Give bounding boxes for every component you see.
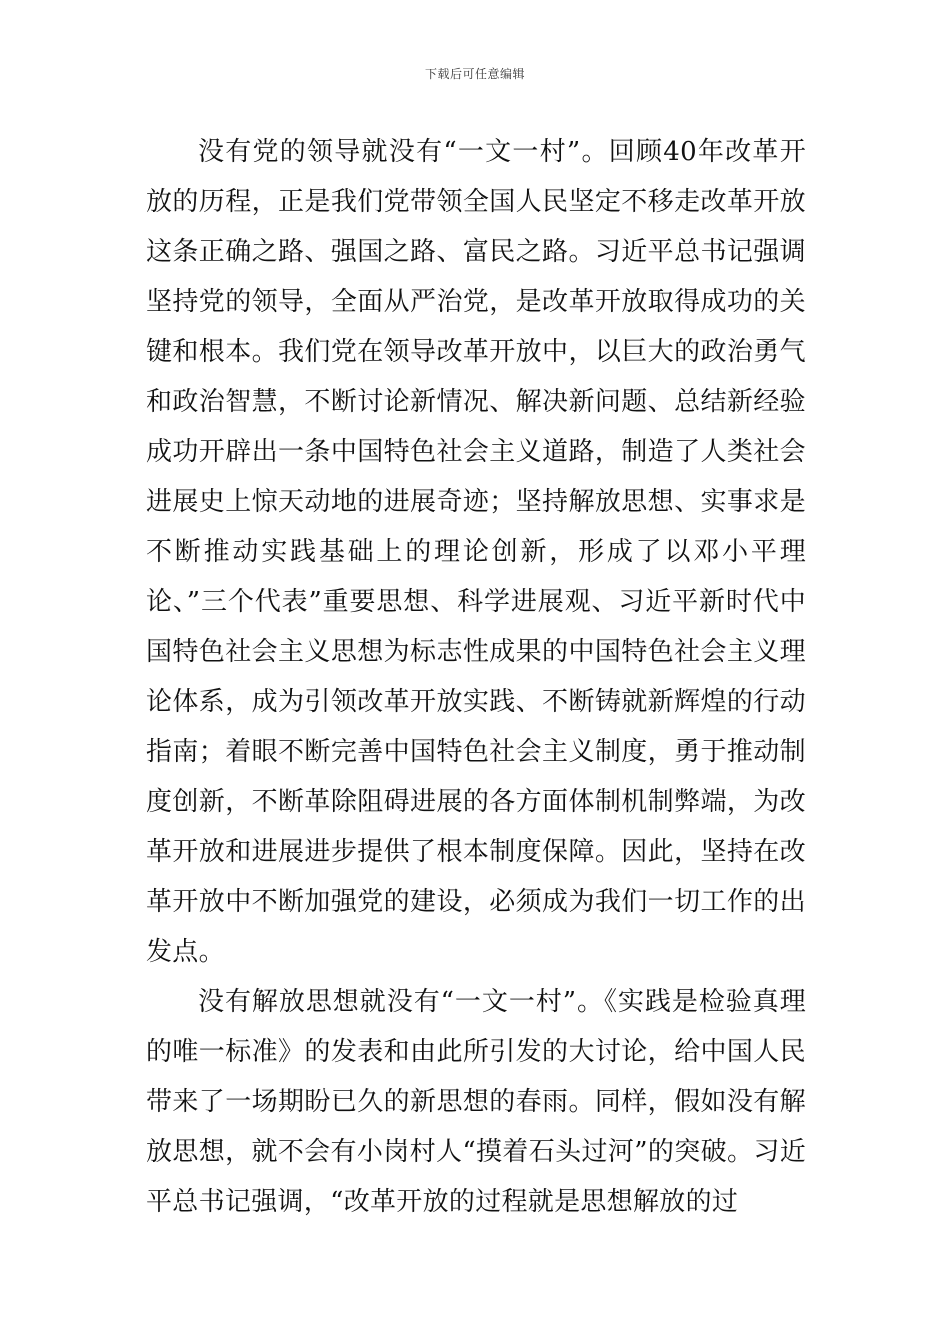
paragraph-party-leadership: 没有党的领导就没有“一文一村”。回顾40年改革开放的历程，正是我们党带领全国人民坚定不移走改革开放这条正确之路、强国之路、富民之路。习近平总书记强调坚持党的领导，全面从严治党，是改革开放取得成功的关键和根本。我们党在领导改革开放中，以巨大的政治勇气和政治智慧，不断讨论新情况、解决新问题、总结新经验成功开辟出一条中国特色社会主义道路，制造了人类社会进展史上惊天动地的进展奇迹；坚持解放思想、实事求是不断推动实践基础上的理论创新，形成了以邓小平理论、”三个代表”重要思想、科学进展观、习近平新时代中国特色社会主义思想为标志性成果的中国特色社会主义理论体系，成为引领改革开放实践、不断铸就新辉煌的行动指南；着眼不断完善中国特色社会主义制度，勇于推动制度创新，不断革除阻碍进展的各方面体制机制弊端，为改革开放和进展进步提供了根本制度保障。因此，坚持在改革开放中不断加强党的建设，必须成为我们一切工作的出发点。 bbox=[146, 137, 806, 967]
paragraph-emancipate-mind: 没有解放思想就没有“一文一村”。《实践是检验真理的唯一标准》的发表和由此所引发的大讨论，给中国人民带来了一场期盼已久的新思想的春雨。同样，假如没有解放思想，就不会有小岗村人“摸着石头过河”的突破。习近平总书记强调，“改革开放的过程就是思想解放的过 bbox=[146, 987, 806, 1217]
page-header-note: 下载后可任意编辑 bbox=[424, 67, 525, 81]
document-body bbox=[146, 127, 806, 1227]
